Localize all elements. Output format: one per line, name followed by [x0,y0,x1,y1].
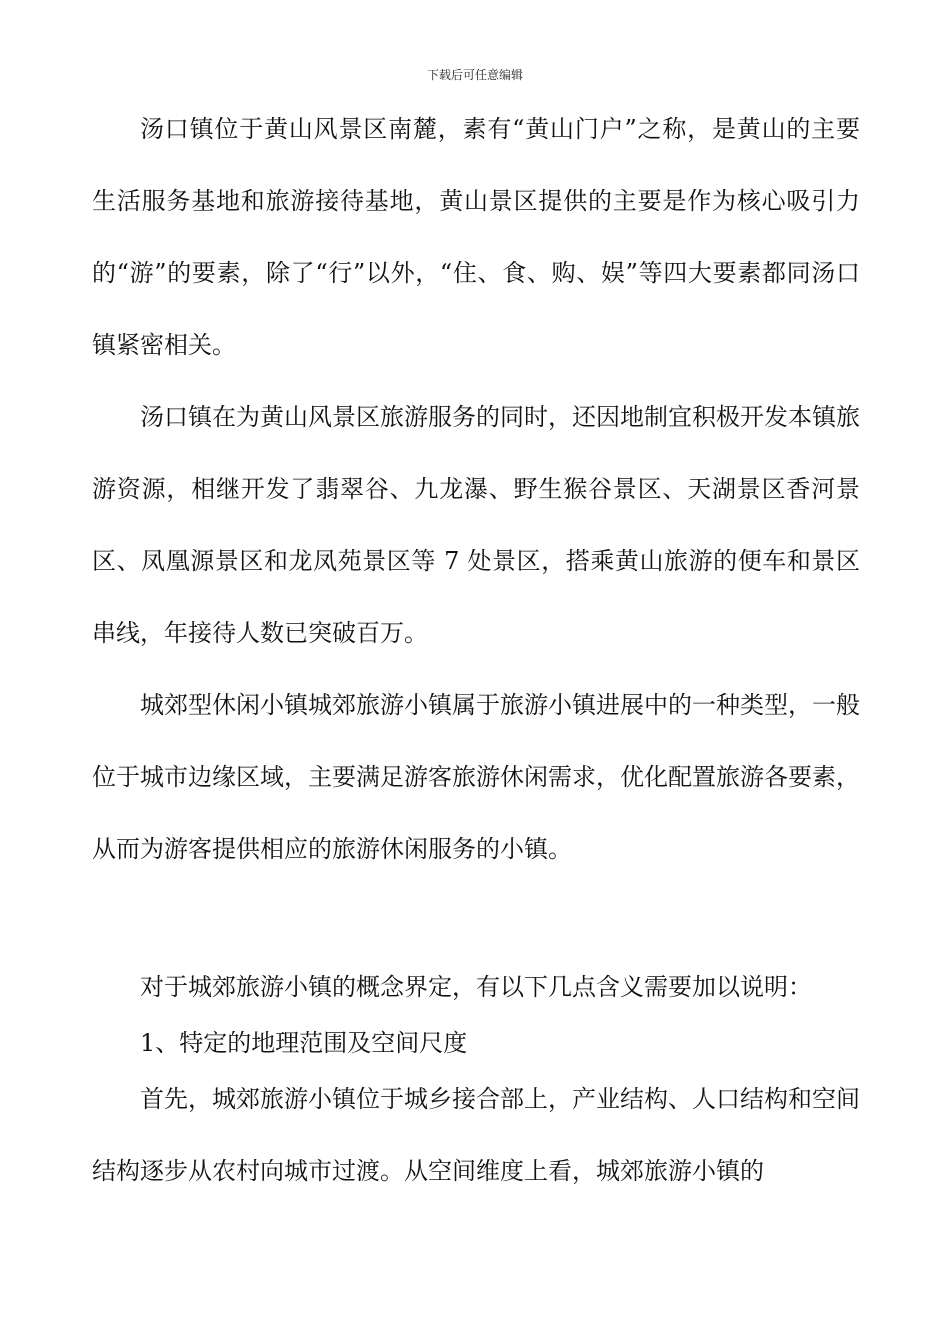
header-note: 下载后可任意编辑 [426,68,523,82]
paragraph-2: 汤口镇在为黄山风景区旅游服务的同时，还因地制宜积极开发本镇旅游资源，相继开发了翡翠谷、九龙瀑、野生猴谷景区、天湖景区香河景区、凤凰源景区和龙凤苑景区等 7 处景区，搭乘黄山旅游的便车和景区串线，年接待人数已突破百万。 [92,403,860,647]
body-block-2 [92,959,860,1207]
paragraph-3: 城郊型休闲小镇城郊旅游小镇属于旅游小镇进展中的一种类型，一般位于城市边缘区域，主要满足游客旅游休闲需求，优化配置旅游各要素，从而为游客提供相应的旅游休闲服务的小镇。 [92,691,860,863]
paragraph-1: 汤口镇位于黄山风景区南麓，素有“黄山门户”之称，是黄山的主要生活服务基地和旅游接待基地，黄山景区提供的主要是作为核心吸引力的“游”的要素，除了“行”以外，“住、食、购、娱”等四大要素都同汤口镇紧密相关。 [92,115,860,359]
section-heading: 1、特定的地理范围及空间尺度 [140,1029,468,1057]
paragraph-4: 对于城郊旅游小镇的概念界定，有以下几点含义需要加以说明： [140,973,812,1001]
paragraph-5: 首先，城郊旅游小镇位于城乡接合部上，产业结构、人口结构和空间结构逐步从农村向城市过渡。从空间维度上看，城郊旅游小镇的 [92,1085,860,1185]
body-block-1 [92,93,860,885]
